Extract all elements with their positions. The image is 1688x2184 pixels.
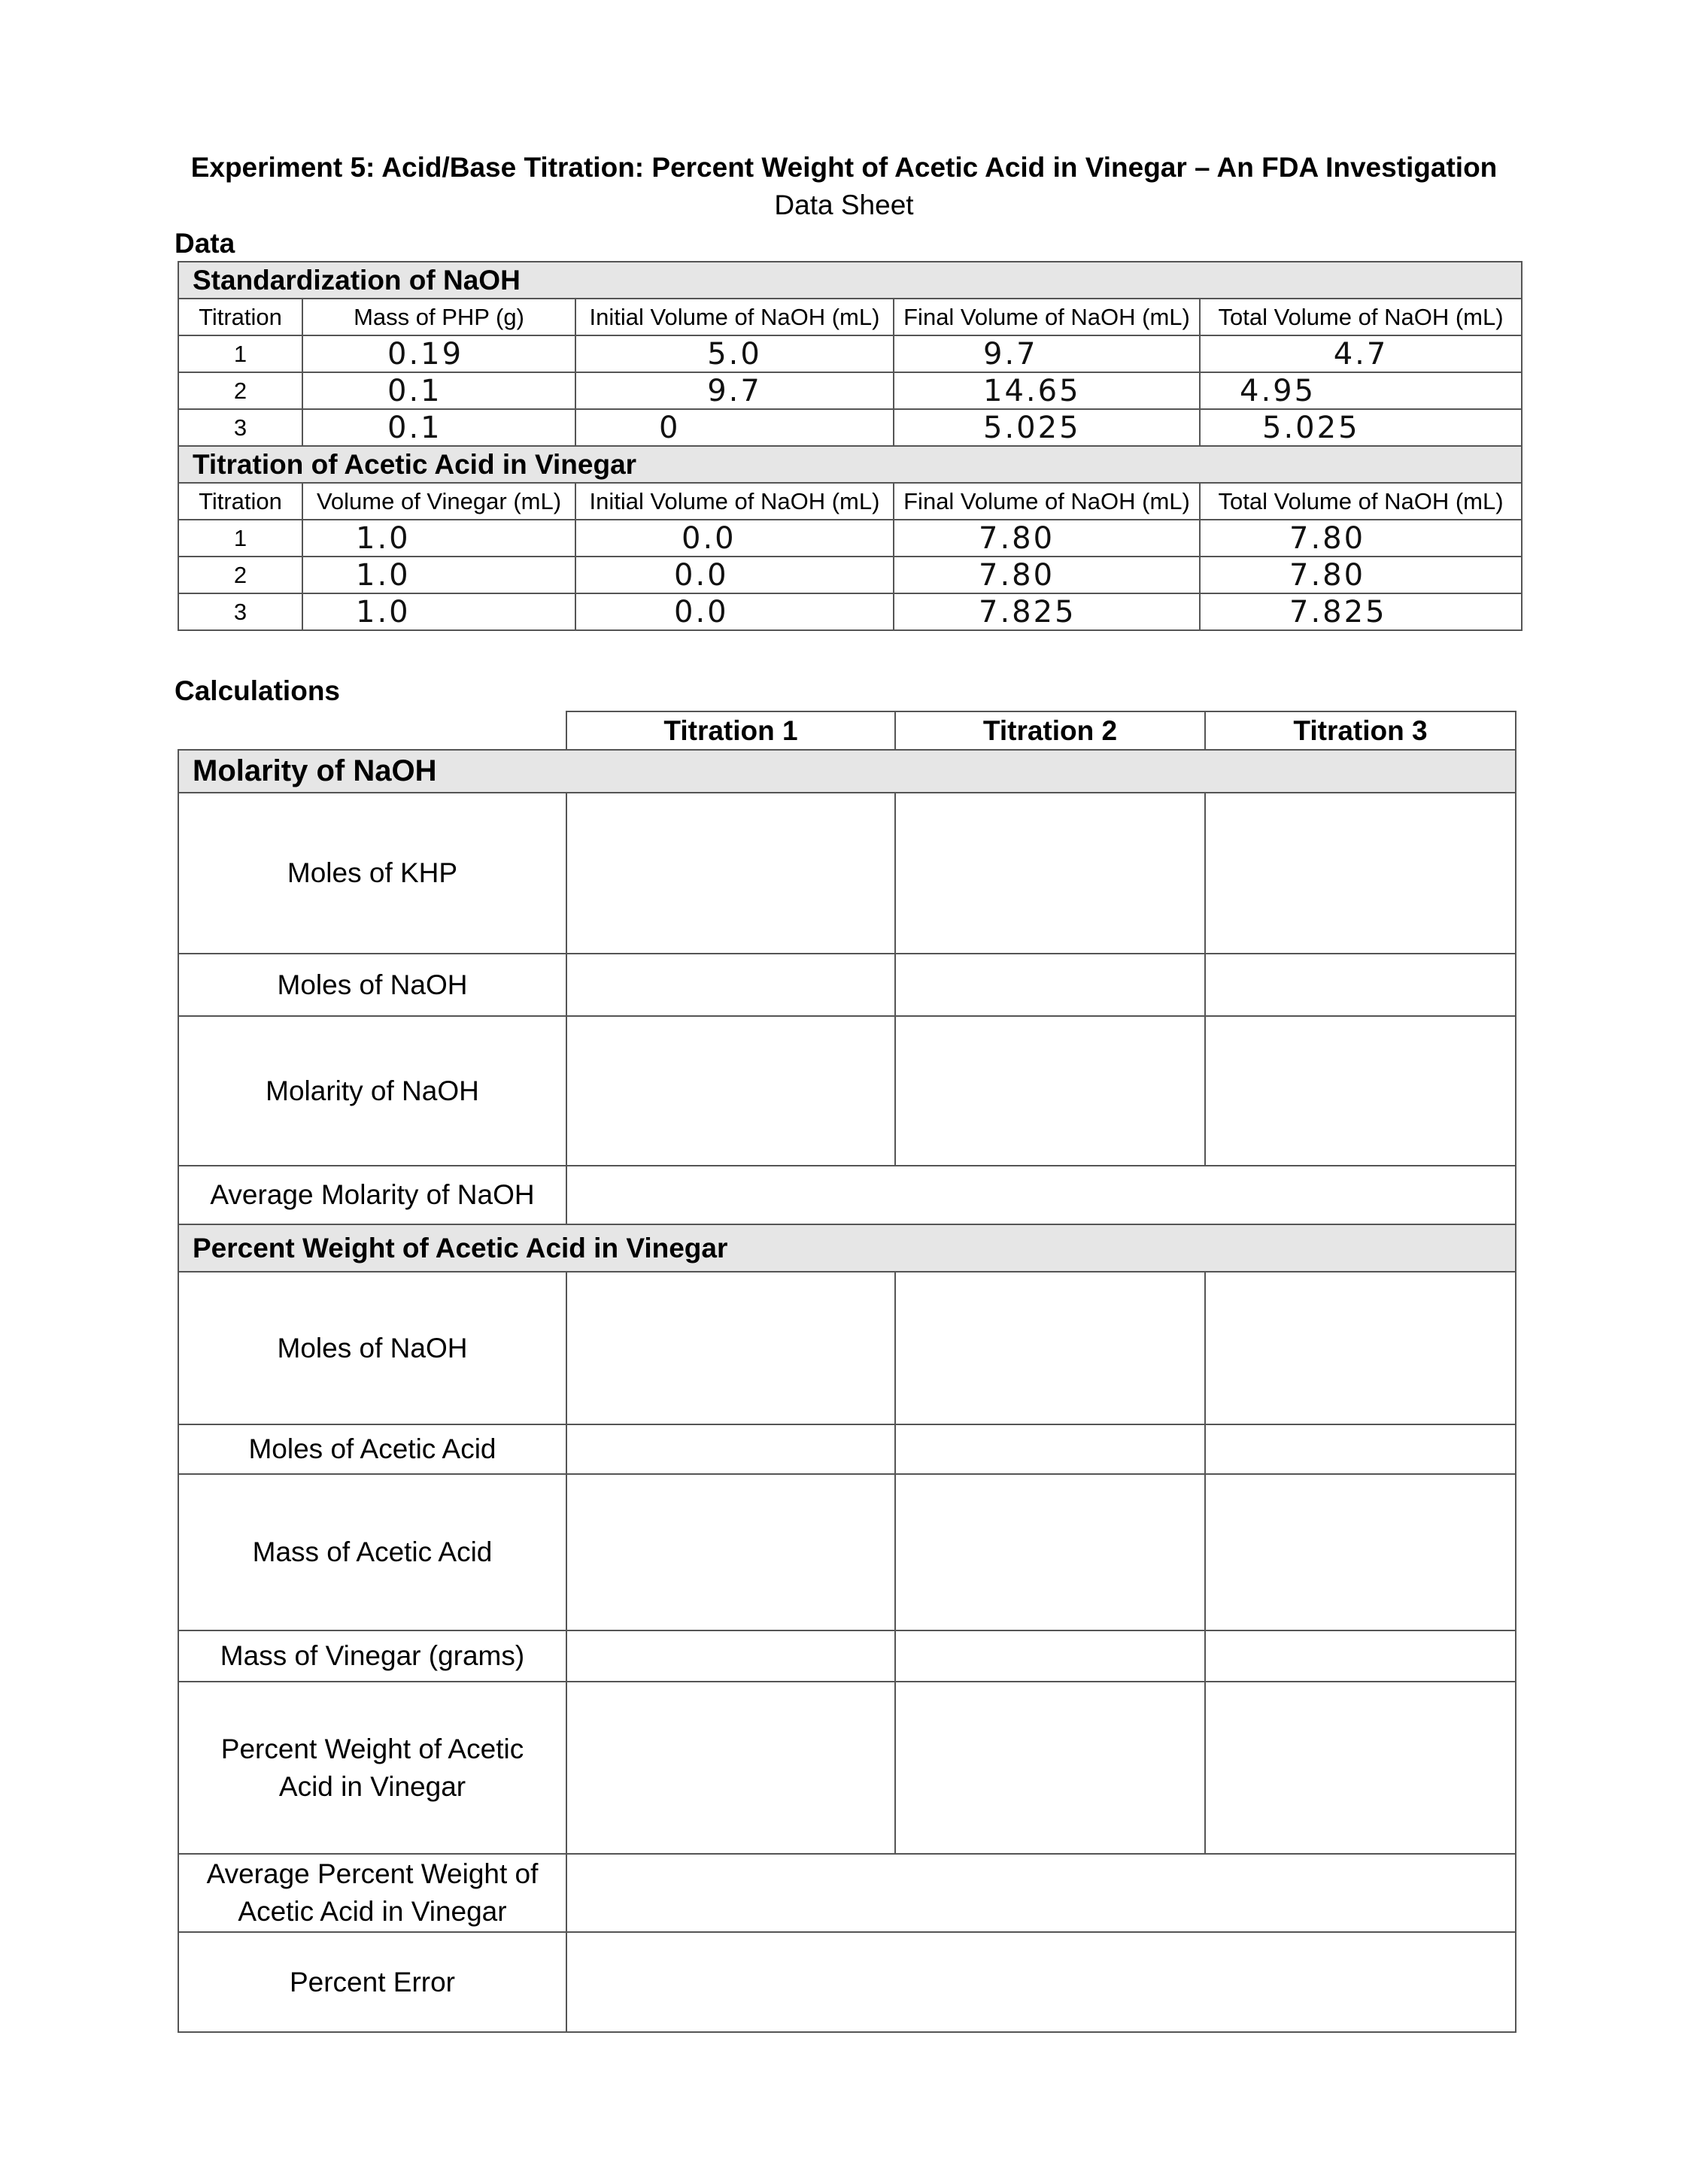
percent-weight-section-header: Percent Weight of Acetic Acid in Vinegar — [178, 1224, 1516, 1272]
input-cell[interactable] — [895, 1630, 1205, 1682]
row-label: Mass of Vinegar (grams) — [178, 1630, 566, 1682]
initial-volume-value: 9.7 — [575, 372, 894, 409]
row-label: Moles of NaOH — [178, 1272, 566, 1424]
row-label: Average Percent Weight of Acetic Acid in Vinegar — [178, 1854, 566, 1932]
column-header: Total Volume of NaOH (mL) — [1200, 299, 1522, 335]
table-row — [178, 409, 1522, 446]
column-header: Titration — [178, 299, 302, 335]
data-table — [178, 261, 1523, 631]
final-volume-value: 9.7 — [894, 335, 1200, 372]
final-volume-value: 14.65 — [894, 372, 1200, 409]
input-cell[interactable] — [566, 1682, 895, 1854]
total-volume-value: 7.80 — [1200, 557, 1522, 593]
input-cell[interactable] — [566, 1630, 895, 1682]
input-cell[interactable] — [895, 793, 1205, 954]
initial-volume-value: 0.0 — [575, 520, 894, 557]
initial-volume-value: 5.0 — [575, 335, 894, 372]
final-volume-value: 7.825 — [894, 593, 1200, 630]
titration-number: 1 — [178, 335, 302, 372]
input-cell[interactable] — [566, 1272, 895, 1424]
table-row — [178, 557, 1522, 593]
table-row — [178, 520, 1522, 557]
titration-number: 3 — [178, 593, 302, 630]
table-row — [178, 335, 1522, 372]
input-cell[interactable] — [895, 1682, 1205, 1854]
calculations-table — [178, 711, 1516, 2033]
column-header: Titration — [178, 483, 302, 520]
input-cell[interactable] — [566, 1424, 895, 1474]
input-cell[interactable] — [566, 954, 895, 1016]
input-cell[interactable] — [895, 954, 1205, 1016]
final-volume-value: 7.80 — [894, 557, 1200, 593]
column-header: Volume of Vinegar (mL) — [302, 483, 575, 520]
vinegar-volume-value: 1.0 — [302, 593, 575, 630]
column-header-titration-2: Titration 2 — [895, 711, 1205, 750]
calculations-section-label: Calculations — [175, 675, 340, 706]
table-row — [178, 1166, 1516, 1224]
table-row — [178, 1630, 1516, 1682]
titration-number: 2 — [178, 372, 302, 409]
input-cell[interactable] — [895, 1016, 1205, 1166]
input-cell[interactable] — [1205, 1682, 1516, 1854]
titration-number: 2 — [178, 557, 302, 593]
row-label: Moles of Acetic Acid — [178, 1424, 566, 1474]
input-cell[interactable] — [1205, 1424, 1516, 1474]
row-label: Mass of Acetic Acid — [178, 1474, 566, 1630]
input-cell[interactable] — [1205, 954, 1516, 1016]
page-title: Experiment 5: Acid/Base Titration: Percent Weight of Acetic Acid in Vinegar – An FDA Investigation — [190, 152, 1498, 183]
input-cell[interactable] — [1205, 1272, 1516, 1424]
row-label: Percent Error — [178, 1932, 566, 2032]
input-cell[interactable] — [566, 793, 895, 954]
column-header-titration-3: Titration 3 — [1205, 711, 1516, 750]
row-label: Average Molarity of NaOH — [178, 1166, 566, 1224]
total-volume-value: 7.80 — [1200, 520, 1522, 557]
molarity-section-header: Molarity of NaOH — [178, 750, 1516, 793]
total-volume-value: 4.7 — [1200, 335, 1522, 372]
mass-value: 0.1 — [302, 372, 575, 409]
initial-volume-value: 0.0 — [575, 557, 894, 593]
table-row — [178, 954, 1516, 1016]
final-volume-value: 5.025 — [894, 409, 1200, 446]
row-label: Molarity of NaOH — [178, 1016, 566, 1166]
standardization-header: Standardization of NaOH — [178, 262, 1522, 299]
vinegar-header: Titration of Acetic Acid in Vinegar — [178, 446, 1522, 483]
titration-number: 3 — [178, 409, 302, 446]
input-cell[interactable] — [895, 1272, 1205, 1424]
table-row — [178, 1854, 1516, 1932]
row-label: Moles of NaOH — [178, 954, 566, 1016]
vinegar-volume-value: 1.0 — [302, 520, 575, 557]
total-volume-value: 4.95 — [1200, 372, 1522, 409]
column-header: Total Volume of NaOH (mL) — [1200, 483, 1522, 520]
row-label: Percent Weight of Acetic Acid in Vinegar — [178, 1682, 566, 1854]
vinegar-column-headers — [178, 483, 1522, 520]
column-header: Initial Volume of NaOH (mL) — [575, 299, 894, 335]
mass-value: 0.1 — [302, 409, 575, 446]
column-header: Final Volume of NaOH (mL) — [894, 299, 1200, 335]
input-cell[interactable] — [1205, 793, 1516, 954]
table-row — [178, 1272, 1516, 1424]
empty-corner — [178, 711, 566, 750]
page-subtitle: Data Sheet — [774, 190, 914, 220]
input-cell[interactable] — [566, 1932, 1516, 2032]
input-cell[interactable] — [1205, 1016, 1516, 1166]
initial-volume-value: 0.0 — [575, 593, 894, 630]
table-row — [178, 1932, 1516, 2032]
total-volume-value: 5.025 — [1200, 409, 1522, 446]
column-header: Initial Volume of NaOH (mL) — [575, 483, 894, 520]
table-row — [178, 1474, 1516, 1630]
input-cell[interactable] — [566, 1016, 895, 1166]
input-cell[interactable] — [566, 1166, 1516, 1224]
data-section-label: Data — [175, 228, 235, 259]
vinegar-volume-value: 1.0 — [302, 557, 575, 593]
table-row — [178, 593, 1522, 630]
mass-value: 0.19 — [302, 335, 575, 372]
standardization-column-headers — [178, 299, 1522, 335]
input-cell[interactable] — [895, 1424, 1205, 1474]
column-header: Final Volume of NaOH (mL) — [894, 483, 1200, 520]
total-volume-value: 7.825 — [1200, 593, 1522, 630]
table-row — [178, 1682, 1516, 1854]
input-cell[interactable] — [566, 1474, 895, 1630]
table-row — [178, 372, 1522, 409]
input-cell[interactable] — [895, 1474, 1205, 1630]
titration-number: 1 — [178, 520, 302, 557]
input-cell[interactable] — [1205, 1474, 1516, 1630]
row-label: Moles of KHP — [178, 793, 566, 954]
table-row — [178, 793, 1516, 954]
table-row — [178, 1424, 1516, 1474]
column-header: Mass of PHP (g) — [302, 299, 575, 335]
table-row — [178, 1016, 1516, 1166]
input-cell[interactable] — [566, 1854, 1516, 1932]
initial-volume-value: 0 — [575, 409, 894, 446]
final-volume-value: 7.80 — [894, 520, 1200, 557]
column-header-titration-1: Titration 1 — [566, 711, 895, 750]
input-cell[interactable] — [1205, 1630, 1516, 1682]
